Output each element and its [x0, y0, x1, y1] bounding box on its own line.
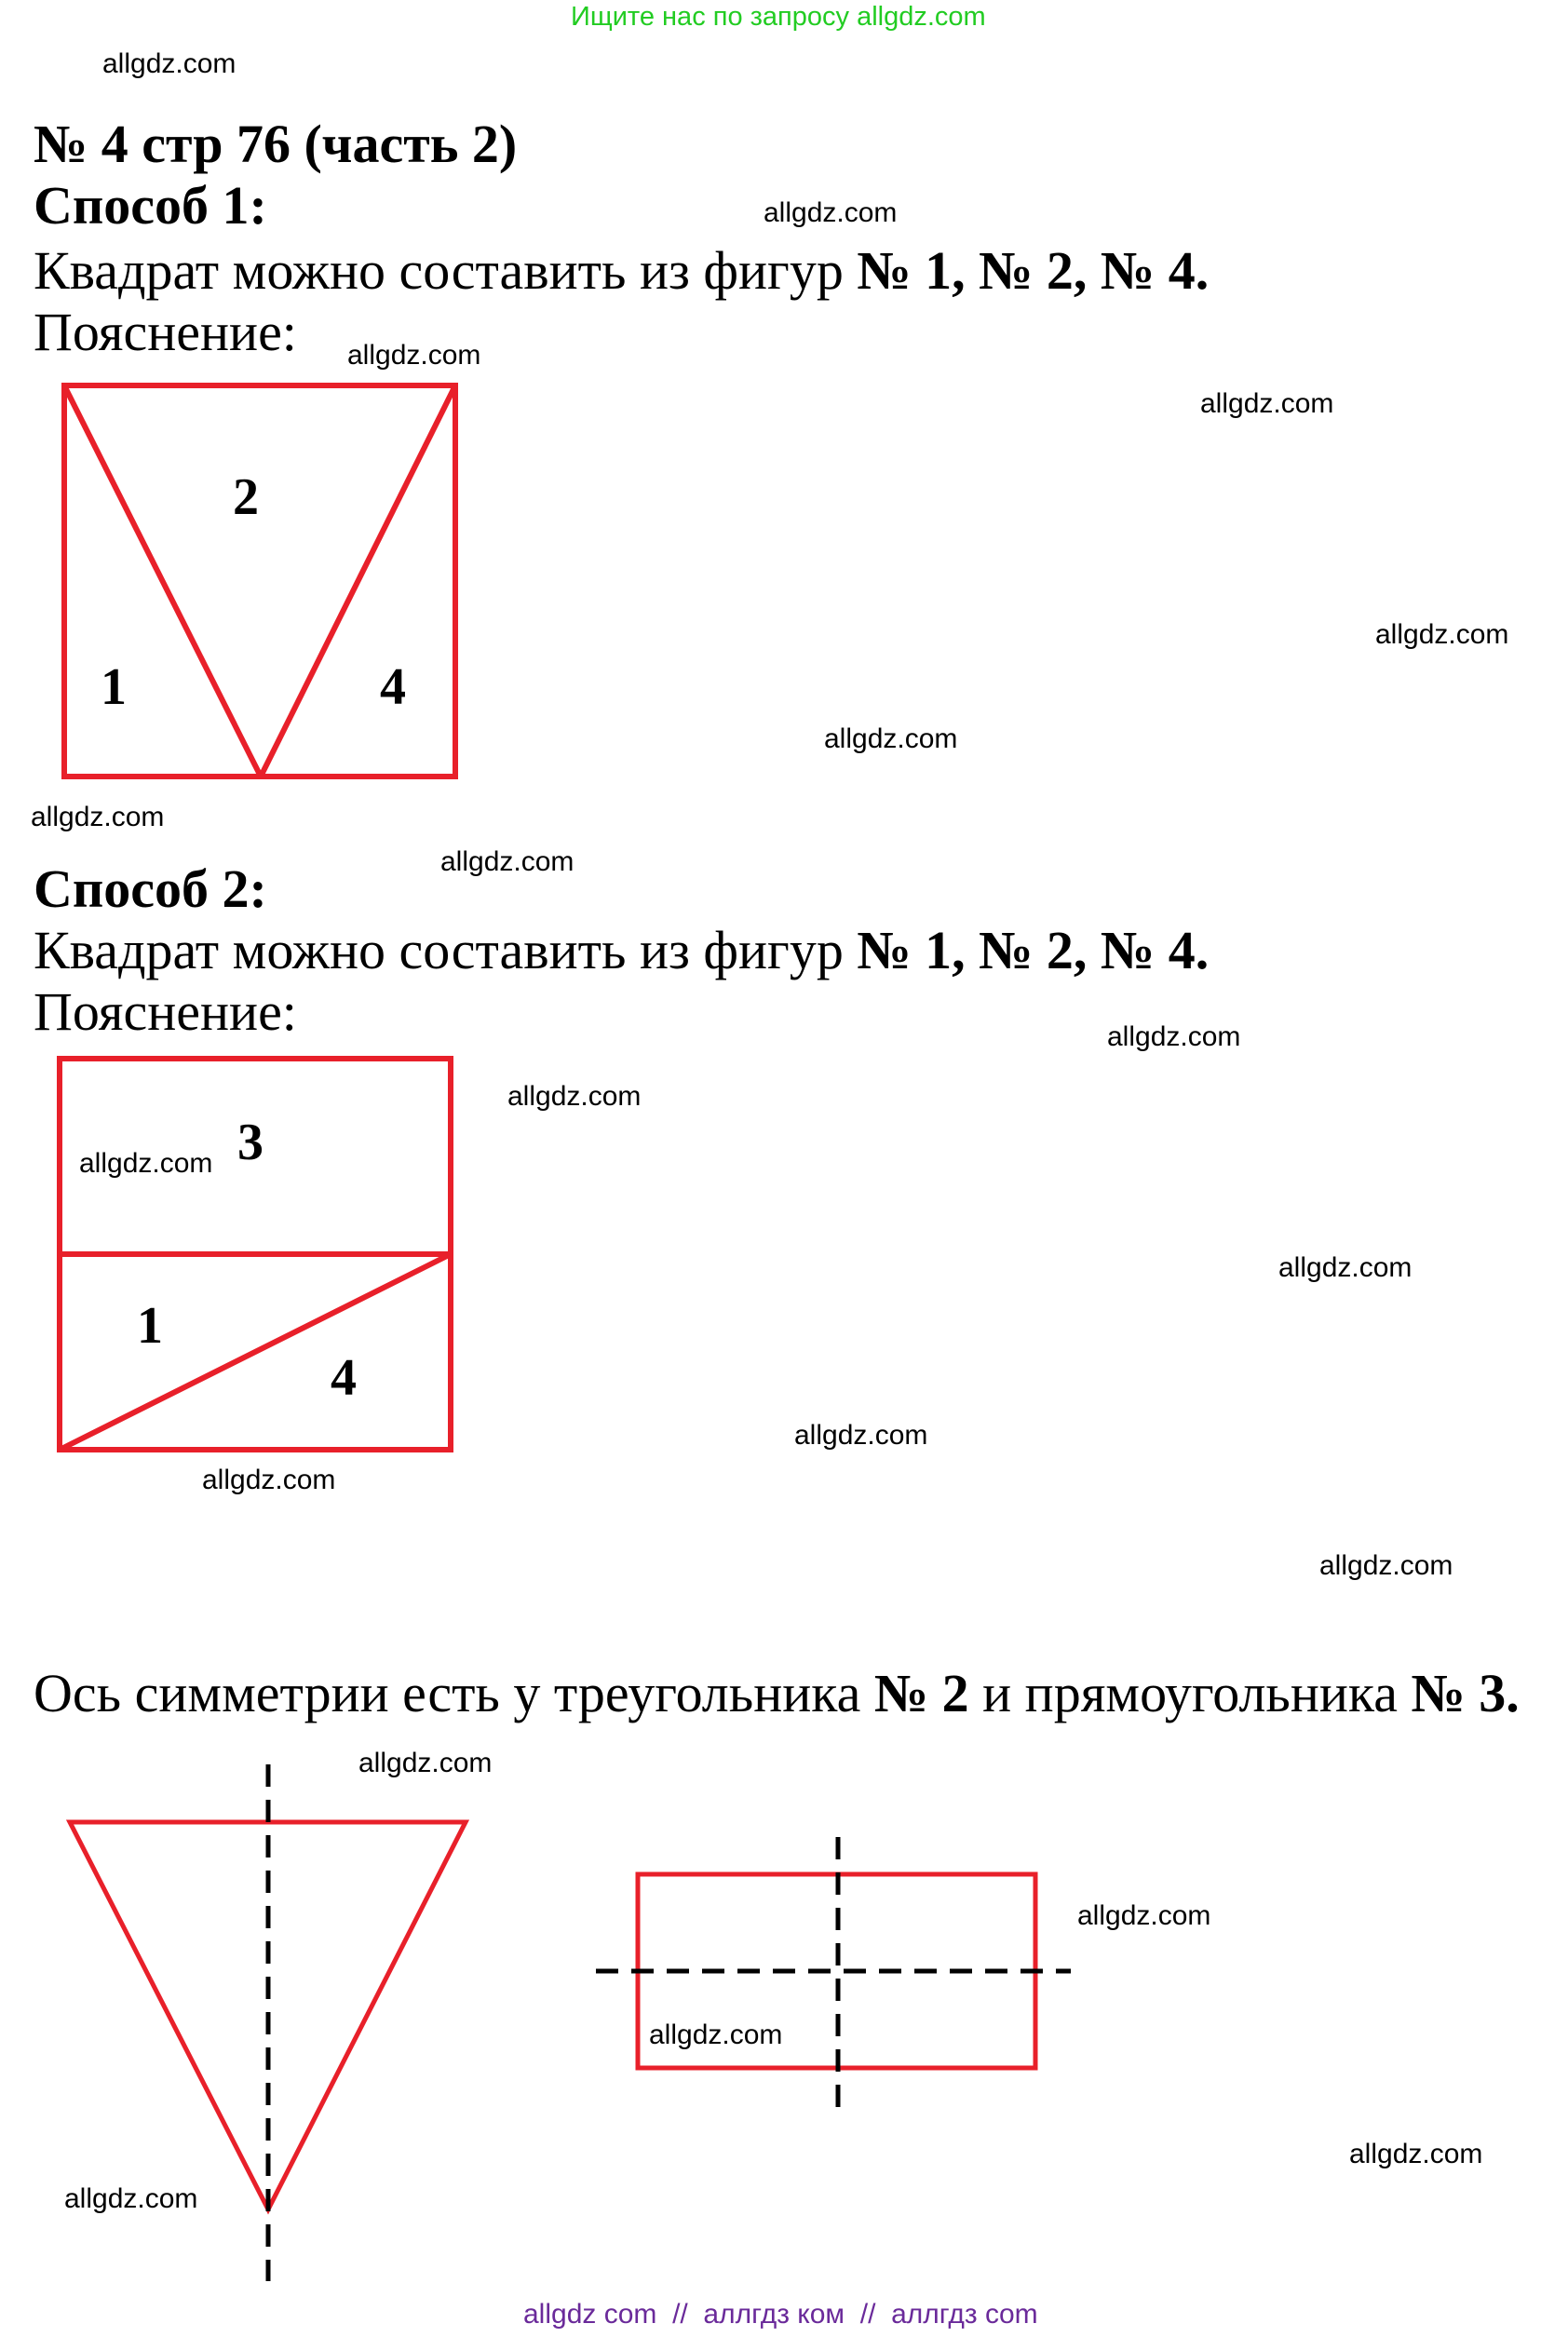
watermark: allgdz.com: [358, 1748, 493, 1778]
watermark: allgdz.com: [1278, 1252, 1413, 1283]
watermark: allgdz.com: [202, 1465, 336, 1495]
method2-text: [34, 920, 1210, 980]
method1-explanation: Пояснение:: [34, 302, 297, 362]
search-banner: Ищите нас по запросу allgdz.com: [571, 2, 986, 32]
method2-label-3: 3: [237, 1114, 264, 1171]
watermark: allgdz.com: [764, 197, 898, 228]
method2-explanation: Пояснение:: [34, 981, 297, 1042]
method1-figure: [56, 377, 475, 787]
watermark: allgdz.com: [1077, 1900, 1211, 1931]
watermark: allgdz.com: [507, 1081, 642, 1112]
method1-text: [34, 240, 1210, 301]
watermark: allgdz.com: [64, 2183, 198, 2214]
symmetry-text: [34, 1663, 1520, 1723]
watermark: allgdz.com: [31, 802, 165, 832]
method2-heading: Способ 2:: [34, 858, 267, 919]
symmetry-bold-1: № 2: [873, 1663, 969, 1723]
watermark: allgdz.com: [79, 1148, 213, 1179]
symmetry-text-part2: и прямоугольника: [968, 1663, 1412, 1723]
method2-text-plain: Квадрат можно составить из фигур: [34, 920, 858, 980]
method1-label-4: 4: [380, 658, 406, 716]
method1-diagonal-right: [261, 385, 455, 777]
watermark: allgdz.com: [794, 1420, 928, 1451]
symmetry-bold-2: № 3.: [1411, 1663, 1520, 1723]
page-title: № 4 стр 76 (часть 2): [34, 114, 518, 174]
method2-diagonal: [60, 1254, 451, 1450]
method1-label-1: 1: [101, 658, 127, 716]
method1-diagonal-left: [64, 385, 261, 777]
watermark: allgdz.com: [649, 2020, 783, 2050]
watermark: allgdz.com: [1349, 2139, 1483, 2169]
method1-text-bold: № 1, № 2, № 4.: [857, 240, 1210, 301]
watermark: allgdz.com: [824, 723, 958, 754]
watermark: allgdz.com: [102, 48, 237, 79]
watermark: allgdz.com: [1375, 619, 1509, 650]
method1-square: [64, 385, 455, 777]
method1-label-2: 2: [233, 468, 259, 526]
method1-heading: Способ 1:: [34, 175, 267, 236]
method1-text-plain: Квадрат можно составить из фигур: [34, 240, 858, 301]
watermark: allgdz.com: [1200, 388, 1334, 419]
footer-links: allgdz com // аллгдз ком // аллгдз com: [523, 2299, 1038, 2330]
symmetry-triangle-figure: [56, 1760, 484, 2290]
watermark: allgdz.com: [347, 340, 481, 371]
method2-text-bold: № 1, № 2, № 4.: [857, 920, 1210, 980]
method2-figure: [51, 1050, 466, 1460]
method2-label-1: 1: [137, 1297, 163, 1355]
symmetry-text-part1: Ось симметрии есть у треугольника: [34, 1663, 874, 1723]
method2-label-4: 4: [331, 1349, 357, 1407]
symmetry-rectangle-figure: [591, 1834, 1075, 2114]
rectangle-shape: [638, 1874, 1035, 2068]
watermark: allgdz.com: [1319, 1550, 1453, 1581]
watermark: allgdz.com: [440, 846, 574, 877]
watermark: allgdz.com: [1107, 1021, 1241, 1052]
